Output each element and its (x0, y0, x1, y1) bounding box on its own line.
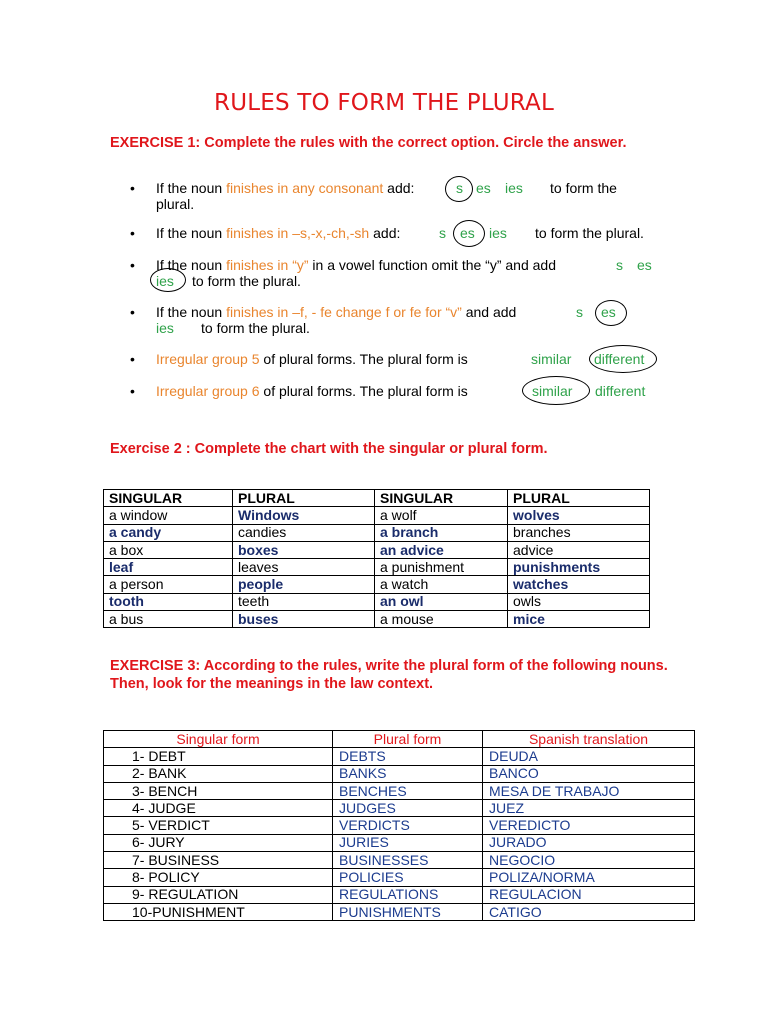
table-row: 3- BENCH BENCHES MESA DE TRABAJO (104, 782, 695, 799)
option-s[interactable]: s (456, 180, 463, 196)
option-s[interactable]: s (576, 304, 583, 320)
exercise3-table (103, 730, 695, 921)
option-es[interactable]: es (637, 257, 652, 273)
table-row: a window Windows a wolf wolves (104, 507, 650, 524)
option-es[interactable]: es (460, 225, 475, 241)
table-row: 2- BANK BANKS BANCO (104, 765, 695, 782)
option-ies[interactable]: ies (505, 180, 523, 196)
table-row: a person people a watch watches (104, 576, 650, 593)
answer-circle (522, 376, 590, 405)
option-different[interactable]: different (595, 383, 646, 399)
answer-circle (445, 176, 473, 202)
worksheet-page: RULES TO FORM THE PLURAL EXERCISE 1: Complete the rules with the correct option. Circle the answer. • If the noun finishes in any consonant add: s es ies to form the plural. • If the noun finishes in –s,-x,-ch,-sh add: s es ies to form the plural. • If the noun finishes in “y” in a vowel function omit the “y” and add s es ies to form the plural. • If the noun finishes in –f, - fe change f or fe for “v” and add s es ies to form the plural. • Irregular group 5 of plural forms. The plural form is similar different • Irregular group 6 of plural forms. The plural form is similar different Exercise 2 : Complete the chart with the singular or plural form. SINGULAR PLURAL SINGULAR PLURAL a window Windows a wolf wolves a candy candies a branch branches a box boxes an advice advice leaf leaves a punishment punishments a person people a watch watches tooth teeth an owl owls a bus buses a mouse mice EXERCISE 3: According to the rules, write the plural form of the following nouns. Then, look for the meanings in the law context. Singular form Plural form Spanish translation 1- DEBT DEBTS DEUDA 2- BANK BANKS BANCO 3- BENCH BENCHES MESA DE TRABAJO 4- JUDGE JUDGES JUEZ 5- VERDICT VERDICTS VEREDICTO 6- JURY JURIES JURADO 7- BUSINESS BUSINESSES NEGOCIO 8- POLICY POLICIES POLIZA/NORMA 9- REGULATION REGULATIONS REGULACION 10-PUNISHMENT PUNISHMENTS CATIGO (0, 0, 768, 1024)
option-es[interactable]: es (601, 304, 616, 320)
table-row: 8- POLICY POLICIES POLIZA/NORMA (104, 869, 695, 886)
table-row: a candy candies a branch branches (104, 524, 650, 541)
table-row: 5- VERDICT VERDICTS VEREDICTO (104, 817, 695, 834)
option-similar[interactable]: similar (531, 351, 572, 367)
table-row: leaf leaves a punishment punishments (104, 559, 650, 576)
option-ies[interactable]: ies (156, 273, 174, 289)
exercise2-table (103, 489, 650, 628)
bullet-icon: • (130, 351, 135, 367)
table-row: 4- JUDGE JUDGES JUEZ (104, 800, 695, 817)
table-row: 7- BUSINESS BUSINESSES NEGOCIO (104, 852, 695, 869)
exercise3-heading: EXERCISE 3: According to the rules, write the plural form of the following nouns. Then, look for the meanings in the law context. (110, 658, 668, 692)
option-s[interactable]: s (439, 225, 446, 241)
option-es[interactable]: es (476, 180, 491, 196)
answer-circle (453, 220, 485, 247)
answer-circle (150, 268, 186, 292)
answer-circle (595, 300, 627, 326)
option-ies[interactable]: ies (156, 320, 174, 336)
exercise1-heading: EXERCISE 1: Complete the rules with the correct option. Circle the answer. (110, 135, 627, 151)
table-row: a box boxes an advice advice (104, 541, 650, 558)
table-row: tooth teeth an owl owls (104, 593, 650, 610)
option-s[interactable]: s (616, 257, 623, 273)
table-row: 1- DEBT DEBTS DEUDA (104, 748, 695, 765)
table-header-row: Singular form Plural form Spanish translation (104, 731, 695, 748)
page-title: RULES TO FORM THE PLURAL (214, 90, 554, 116)
bullet-icon: • (130, 383, 135, 399)
option-ies[interactable]: ies (489, 225, 507, 241)
table-row: a bus buses a mouse mice (104, 611, 650, 628)
option-similar[interactable]: similar (532, 383, 573, 399)
answer-circle (589, 345, 657, 373)
table-header-row: SINGULAR PLURAL SINGULAR PLURAL (104, 490, 650, 507)
bullet-icon: • (130, 304, 135, 320)
table-row: 10-PUNISHMENT PUNISHMENTS CATIGO (104, 903, 695, 920)
table-row: 6- JURY JURIES JURADO (104, 834, 695, 851)
exercise2-heading: Exercise 2 : Complete the chart with the singular or plural form. (110, 441, 548, 457)
option-different[interactable]: different (594, 351, 645, 367)
bullet-icon: • (130, 225, 135, 241)
bullet-icon: • (130, 257, 135, 273)
bullet-icon: • (130, 180, 135, 196)
table-row: 9- REGULATION REGULATIONS REGULACION (104, 886, 695, 903)
